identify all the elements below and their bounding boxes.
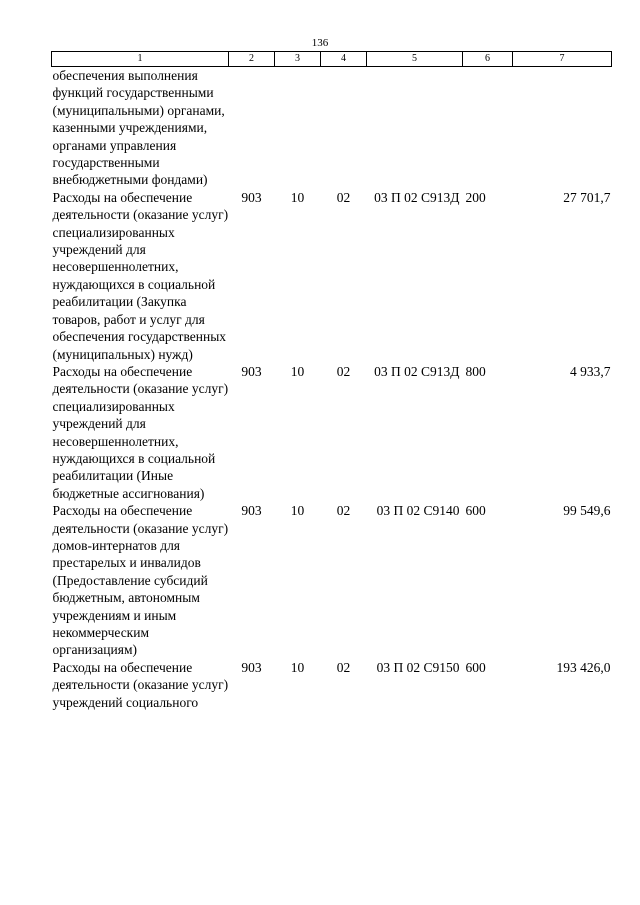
row-rz	[275, 67, 321, 189]
row-gr: 903	[241, 363, 262, 379]
row-pr	[321, 67, 367, 189]
table-row	[52, 363, 612, 502]
header-row	[52, 52, 612, 67]
row-csr: 03 П 02 С9150	[376, 659, 460, 675]
row-vr: 600	[465, 659, 486, 675]
row-csr	[367, 67, 463, 189]
row-rz: 10	[290, 503, 305, 519]
row-sum: 99 549,6	[563, 503, 611, 519]
row-pr: 02	[336, 659, 351, 675]
header-col-7: 7	[513, 52, 612, 67]
row-vr: 200	[465, 189, 486, 205]
header-col-2: 2	[229, 52, 275, 67]
row-gr: 903	[241, 189, 262, 205]
row-csr: 03 П 02 С913Д	[374, 189, 460, 205]
row-name: Расходы на обеспечение деятельности (оказание услуг) специализированных учреждений для несовершеннолетних, нуждающихся в социальной реабилитации (Иные бюджетные ассигнования)	[52, 363, 229, 501]
row-name: обеспечения выполнения функций государственными (муниципальными) органами, казенными учреждениями, органами управления государственными внебюджетными фондами)	[52, 68, 225, 188]
row-vr: 800	[465, 363, 486, 379]
table-header	[52, 52, 612, 67]
header-col-4: 4	[321, 52, 367, 67]
row-name: Расходы на обеспечение деятельности (оказание услуг) домов-интернатов для престарелых и инвалидов (Предоставление субсидий бюджетным, автономным учреждениям и иным некоммерческим организациям)	[52, 503, 229, 658]
row-name: Расходы на обеспечение деятельности (оказание услуг) специализированных учреждений для несовершеннолетних, нуждающихся в социальной реабилитации (Закупка товаров, работ и услуг для обеспечения государственных (муниципальных) нужд)	[52, 189, 229, 362]
row-vr: 600	[465, 503, 486, 519]
row-vr	[463, 67, 513, 189]
row-name: Расходы на обеспечение деятельности (оказание услуг) учреждений социального	[52, 659, 229, 710]
row-rz: 10	[290, 659, 305, 675]
table-row	[52, 659, 612, 711]
row-gr	[229, 67, 275, 189]
row-sum	[513, 67, 612, 189]
row-pr: 02	[336, 189, 351, 205]
row-csr: 03 П 02 С913Д	[374, 363, 460, 379]
row-sum: 193 426,0	[556, 659, 611, 675]
row-gr: 903	[241, 503, 262, 519]
row-pr: 02	[336, 503, 351, 519]
table-row	[52, 189, 612, 363]
row-sum: 4 933,7	[570, 363, 611, 379]
header-col-6: 6	[463, 52, 513, 67]
header-col-3: 3	[275, 52, 321, 67]
row-pr: 02	[336, 363, 351, 379]
row-sum: 27 701,7	[563, 189, 611, 205]
row-gr: 903	[241, 659, 262, 675]
page-number: 136	[311, 37, 329, 49]
row-rz: 10	[290, 363, 305, 379]
table-row	[52, 502, 612, 659]
row-rz: 10	[290, 189, 305, 205]
row-csr: 03 П 02 С9140	[376, 503, 460, 519]
header-col-1: 1	[52, 52, 229, 67]
budget-table	[51, 51, 612, 711]
table-row	[52, 67, 612, 189]
header-col-5: 5	[367, 52, 463, 67]
